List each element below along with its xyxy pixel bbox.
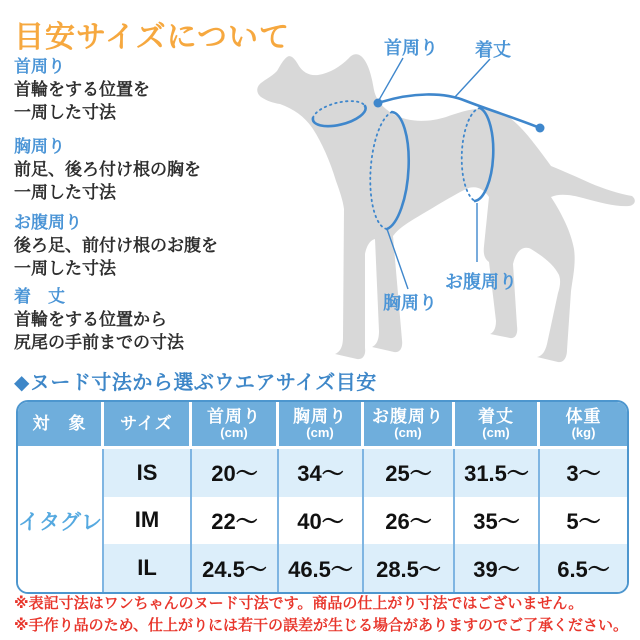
col-header-text: サイズ	[120, 414, 173, 433]
guide-item-line: 一周した寸法	[14, 103, 116, 122]
measure-end-dot	[536, 124, 545, 133]
diagram-label-length: 着丈	[475, 40, 511, 60]
value-cell-belly: 28.5～	[364, 544, 455, 592]
guide-item-line: 後ろ足、前付け根のお腹を	[14, 236, 218, 255]
value-cell-belly: 26～	[364, 497, 455, 545]
value-cell-length: 31.5～	[455, 449, 540, 497]
guide-item-line: 前足、後ろ付け根の胸を	[14, 160, 201, 179]
col-header-length	[455, 402, 540, 449]
col-header-text: お腹周り	[372, 407, 444, 426]
size-cell: IM	[104, 497, 192, 545]
value-cell-neck: 20～	[192, 449, 279, 497]
guide-item-length	[14, 286, 264, 354]
guide-item-line: 尻尾の手前までの寸法	[14, 333, 184, 352]
guide-item-line: 一周した寸法	[14, 259, 116, 278]
diagram-label-chest: 胸周り	[383, 293, 437, 313]
value-cell-neck: 22～	[192, 497, 279, 545]
value-cell-length: 39～	[455, 544, 540, 592]
guide-item-neck	[14, 56, 264, 124]
neck-leader-line	[379, 58, 403, 100]
col-header-text: 着丈	[478, 407, 514, 426]
col-header-text: 首周り	[207, 407, 261, 426]
guide-item-label: お腹周り	[14, 213, 82, 232]
col-header-text: 体重	[565, 407, 602, 426]
size-table	[16, 400, 629, 594]
diagram-label-belly: お腹周り	[445, 272, 517, 292]
section-heading: ◆ヌード寸法から選ぶウエアサイズ目安	[14, 372, 377, 394]
col-header-unit: (cm)	[394, 425, 422, 440]
col-header-unit: (cm)	[482, 425, 510, 440]
diagram-label-neck: 首周り	[384, 38, 438, 58]
note-line: ※表記寸法はワンちゃんのヌード寸法です。商品の仕上がり寸法ではございません。	[14, 595, 584, 612]
target-breed-cell: イタグレ	[18, 449, 104, 592]
dog-silhouette	[257, 54, 635, 362]
value-cell-belly: 25～	[364, 449, 455, 497]
length-leader-line	[455, 59, 490, 97]
guide-item-chest	[14, 136, 264, 204]
value-cell-chest: 46.5～	[279, 544, 364, 592]
value-cell-chest: 34～	[279, 449, 364, 497]
value-cell-length: 35～	[455, 497, 540, 545]
note-line: ※手作り品のため、仕上がりには若干の誤差が生じる場合がありますのでご了承ください。	[14, 617, 628, 634]
col-header-text: 対 象	[32, 414, 87, 433]
value-cell-weight: 6.5～	[540, 544, 627, 592]
guide-item-line: 首輪をする位置から	[14, 310, 167, 329]
col-header-belly	[364, 402, 455, 449]
value-cell-weight: 3～	[540, 449, 627, 497]
guide-item-line: 首輪をする位置を	[14, 80, 150, 99]
col-header-chest	[279, 402, 364, 449]
guide-item-label: 首周り	[14, 57, 65, 76]
guide-item-label: 胸周り	[14, 137, 65, 156]
guide-item-belly	[14, 212, 264, 280]
size-cell: IL	[104, 544, 192, 592]
col-header-neck	[192, 402, 279, 449]
col-header-size	[104, 402, 192, 449]
value-cell-weight: 5～	[540, 497, 627, 545]
guide-item-label: 着 丈	[14, 287, 65, 306]
guide-item-line: 一周した寸法	[14, 183, 116, 202]
col-header-unit: (kg)	[571, 425, 596, 440]
col-header-weight	[540, 402, 627, 449]
col-header-unit: (cm)	[220, 425, 248, 440]
col-header-unit: (cm)	[306, 425, 334, 440]
size-cell: IS	[104, 449, 192, 497]
col-header-text: 胸周り	[293, 407, 347, 426]
value-cell-chest: 40～	[279, 497, 364, 545]
value-cell-neck: 24.5～	[192, 544, 279, 592]
col-header-target	[18, 402, 104, 449]
dog-measurement-diagram	[230, 40, 640, 380]
page-title: 目安サイズについて	[14, 21, 290, 54]
measure-start-dot	[374, 99, 383, 108]
